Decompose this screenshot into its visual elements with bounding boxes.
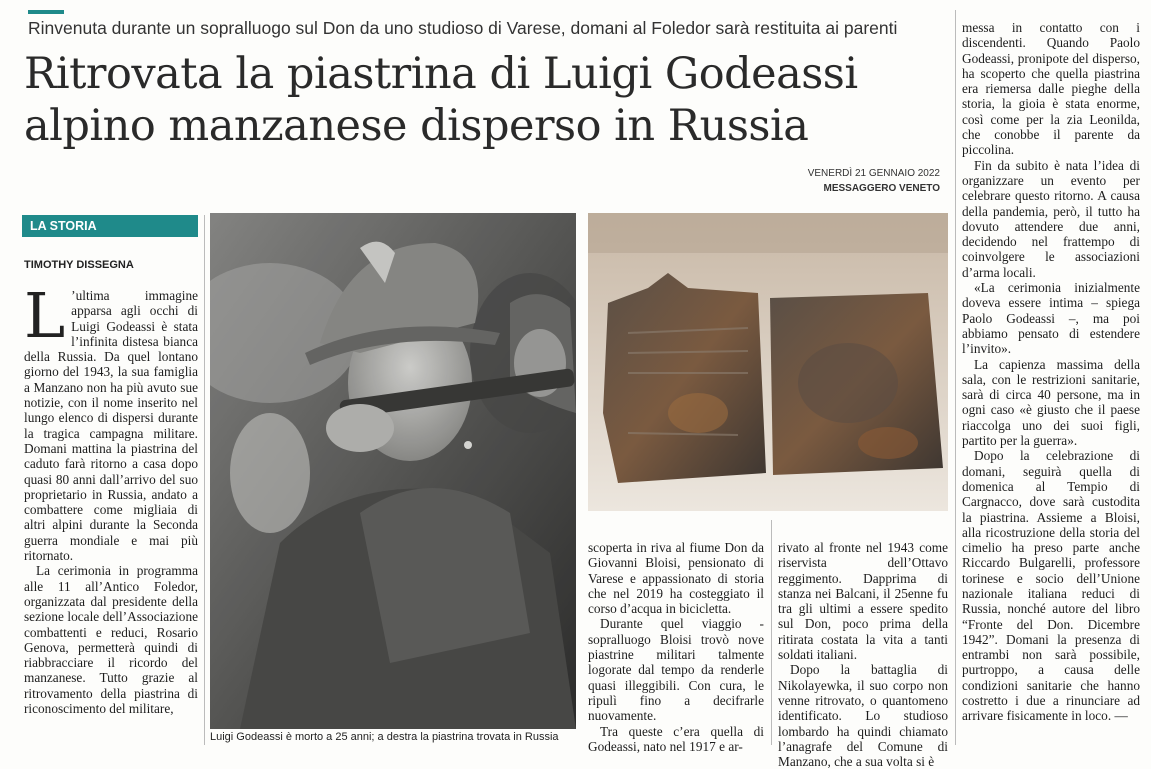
paragraph: Durante quel viaggio - sopralluogo Bloisi trovò nove piastrine militari talmente logorate dal tempo da renderle quasi illeggibili. Con cura, le ripulì fino a decifrarle nuovamente. <box>588 616 764 724</box>
paragraph: Tra queste c’era quella di Godeassi, nato nel 1917 e ar- <box>588 723 764 754</box>
article-column-2 <box>588 540 764 754</box>
photo-caption: Luigi Godeassi è morto a 25 anni; a destra la piastrina trovata in Russia <box>210 731 559 743</box>
headline-line-2: alpino manzanese disperso in Russia <box>24 101 809 151</box>
paragraph: messa in contatto con i discendenti. Quando Paolo Godeassi, pronipote del disperso, ha scoperto che quella piastrina era riemersa dalle pieghe della storia, la gioia è stata enorme, così come per la zia Leonilda, che conobbe il parente da piccolina. <box>962 20 1140 158</box>
byline: TIMOTHY DISSEGNA <box>24 259 134 271</box>
article-column-3 <box>778 540 948 769</box>
paragraph: La capienza massima della sala, con le restrizioni sanitarie, sarà di circa 40 persone, ma in ogni caso «è giusto che il paese riaccolga uno dei suoi figli, partito per la guerra». <box>962 356 1140 449</box>
paragraph: Fin da subito è nata l’idea di organizzare un evento per celebrare questo ritorno. A causa della pandemia, però, il tutto ha dovuto attendere due anni, decidendo nel frattempo di coinvolgere le associazioni d’arma locali. <box>962 157 1140 280</box>
section-tag: LA STORIA <box>22 215 198 237</box>
article-column-4 <box>962 20 1140 724</box>
accent-bar <box>28 10 64 14</box>
kicker: Rinvenuta durante un sopralluogo sul Don da uno studioso di Varese, domani al Foledor sarà restituita ai parenti <box>28 18 898 38</box>
column-rule <box>955 10 956 745</box>
headline <box>24 48 954 152</box>
column-rule <box>204 215 205 745</box>
headline-line-1: Ritrovata la piastrina di Luigi Godeassi <box>24 49 858 99</box>
paragraph: scoperta in riva al fiume Don da Giovanni Bloisi, pensionato di Varese e appassionato di storia che nel 2019 ha costeggiato il corso d’acqua in bicicletta. <box>588 540 764 617</box>
paragraph: Dopo la battaglia di Nikolayewka, il suo corpo non venne ritrovato, o quantomeno identificato. Lo studioso lombardo ha quindi chiamato l’anagrafe del Comune di Manzano, che a sua volta si è <box>778 662 948 769</box>
dateline <box>760 166 940 196</box>
soldier-photo <box>210 213 576 729</box>
paragraph: «La cerimonia inizialmente doveva essere intima – spiega Paolo Godeassi –, ma poi abbiamo pensato di estendere l’invito». <box>962 280 1140 357</box>
paragraph: La cerimonia in programma alle 11 all’Antico Foledor, organizzata dal presidente della sezione locale dell’Associazione combattenti e reduci, Rosario Genova, permetterà quindi di riabbracciare il ricordo del manzanese. Tutto grazie al ritrovamento della piastrina di riconoscimento del militare, <box>24 563 198 717</box>
article-column-1 <box>24 279 198 717</box>
date: VENERDÌ 21 GENNAIO 2022 <box>807 168 940 179</box>
dog-tag-photo <box>588 213 948 511</box>
drop-cap: L <box>24 279 66 352</box>
column-rule <box>771 520 772 745</box>
paragraph: rivato al fronte nel 1943 come riservista dell’Ottavo reggimento. Dapprima di stanza nei Balcani, il 25enne fu tra gli ultimi a essere spedito sul Don, poco prima della ritirata costata la vita a tanti soldati italiani. <box>778 540 948 663</box>
paragraph: Dopo la celebrazione di domani, seguirà quella di domenica al Tempio di Cargnacco, dove sarà custodita la piastrina. Assieme a Bloisi, alla ricostruzione della storia del cimelio ha preso parte anche Riccardo Bulgarelli, professore torinese e socio dell’Unione nazionale italiana reduci di Russia, nonché autore del libro “Fronte del Don. Dicembre 1942”. Domani la presenza di entrambi non sarà possibile, purtroppo, a causa delle condizioni sanitarie che hanno costretto i due a rinunciare ad arrivare fisicamente in loco. — <box>962 448 1140 724</box>
paragraph: ’ultima immagine apparsa agli occhi di Luigi Godeassi è stata l’infinita distesa bianca della Russia. Da quel lontano giorno del 1943, la sua famiglia a Manzano non ha più avuto sue notizie, con il nome inserito nel lungo elenco di dispersi durante la tragica campagna militare. Domani mattina la piastrina del caduto farà ritorno a casa dopo quasi 80 anni dall’arrivo del suo proprietario in Russia, andato a combattere come migliaia di altri alpini durante la Seconda guerra mondiale e mai più ritornato. <box>24 288 198 564</box>
source: MESSAGGERO VENETO <box>823 183 940 194</box>
